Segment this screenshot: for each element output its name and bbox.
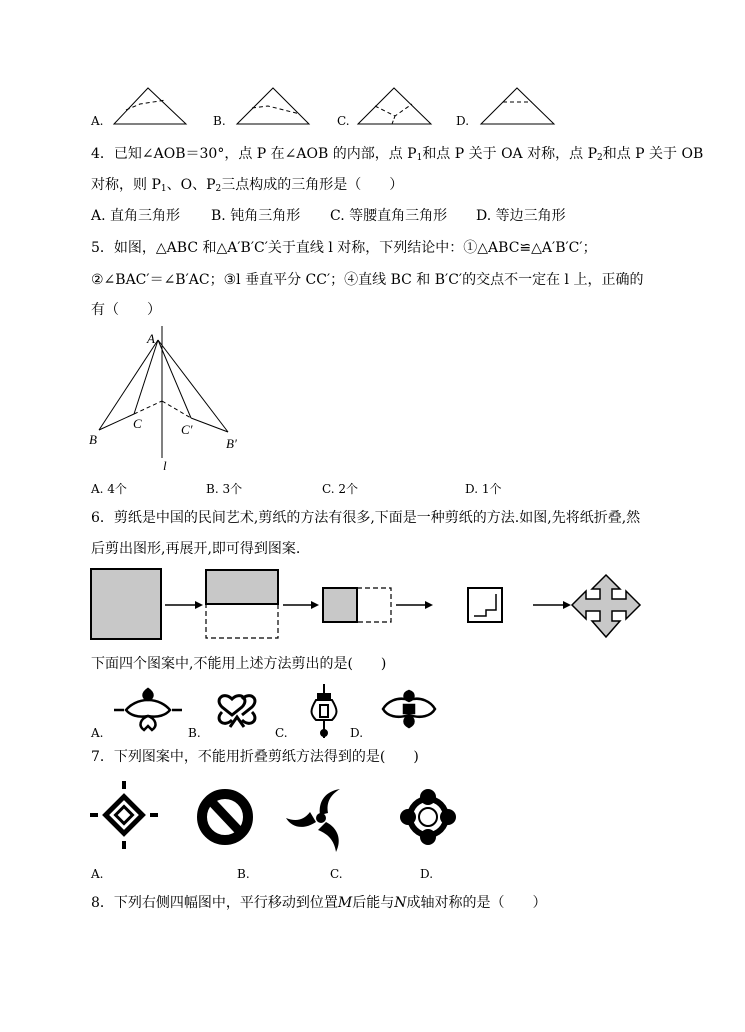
label-a: A [147,331,155,346]
q7-pattern-c [286,789,340,852]
label-b: B [89,432,97,447]
q3-option-c[interactable]: C. [337,114,350,128]
q4-option-d[interactable]: D. 等边三角形 [476,208,566,224]
q5-option-d[interactable]: D. 1个 [465,482,502,496]
q4-option-c[interactable]: C. 等腰直角三角形 [330,208,448,224]
q6-option-d[interactable]: D. [350,726,364,740]
q4-stem-line1: 4．已知∠AOB＝30°，点 P 在∠AOB 的内部，点 $P_1$和点 P 关于 OA 对称，点 $P_2$和点 P 关于 OB [91,146,704,163]
q7-pattern-b [202,794,248,840]
q6-stem-line2: 后剪出图形,再展开,即可得到图案. [91,541,301,557]
q5-stem-line2: ②∠BAC′＝∠B′AC；③l 垂直平分 CC′；④直线 BC 和 B′C′的交点不一定在 l 上，正确的 [91,272,644,288]
q6-option-c[interactable]: C. [275,726,288,740]
label-c: C [133,416,142,431]
q8-position-n: N [394,895,407,911]
q5-option-b[interactable]: B. 3个 [206,482,243,496]
label-b-prime: B′ [226,436,237,451]
q3-option-a[interactable]: A. [91,114,104,128]
q6-stem-line1: 6．剪纸是中国的民间艺术,剪纸的方法有很多,下面是一种剪纸的方法.如图,先将纸折叠,然 [91,510,641,526]
q5-stem-line3: 有（ ） [91,302,161,318]
q4-stem-line2: 对称，则 $P_1$、O、$P_2$三点构成的三角形是（ ） [91,177,404,194]
q8-stem: 8．下列右侧四幅图中，平行移动到位置M后能与N成轴对称的是（ ） [91,895,547,911]
q7-option-b[interactable]: B. [237,867,250,881]
q5-option-a[interactable]: A. 4个 [91,482,127,496]
q7-pattern-a [90,781,158,849]
q3-option-d[interactable]: D. [456,114,470,128]
q7-pattern-d [400,789,456,845]
q5-stem-line1: 5．如图，△ABC 和△A′B′C′关于直线 l 对称，下列结论中：①△ABC≌△A′B′C′； [91,240,597,256]
q8-position-m: M [337,895,353,911]
q7-stem: 7．下列图案中，不能用折叠剪纸方法得到的是( ) [91,749,419,765]
q7-option-d[interactable]: D. [420,867,434,881]
q6-question: 下面四个图案中,不能用上述方法剪出的是( ) [91,656,387,672]
q6-option-a[interactable]: A. [91,726,104,740]
label-c-prime: C′ [181,422,193,437]
q7-option-a[interactable]: A. [91,867,104,881]
q4-option-a[interactable]: A. 直角三角形 [91,208,181,224]
q4-option-b[interactable]: B. 钝角三角形 [211,208,301,224]
label-l: l [163,458,167,473]
q3-option-b[interactable]: B. [213,114,226,128]
q7-option-c[interactable]: C. [330,867,343,881]
q5-option-c[interactable]: C. 2个 [322,482,359,496]
q6-option-b[interactable]: B. [188,726,201,740]
